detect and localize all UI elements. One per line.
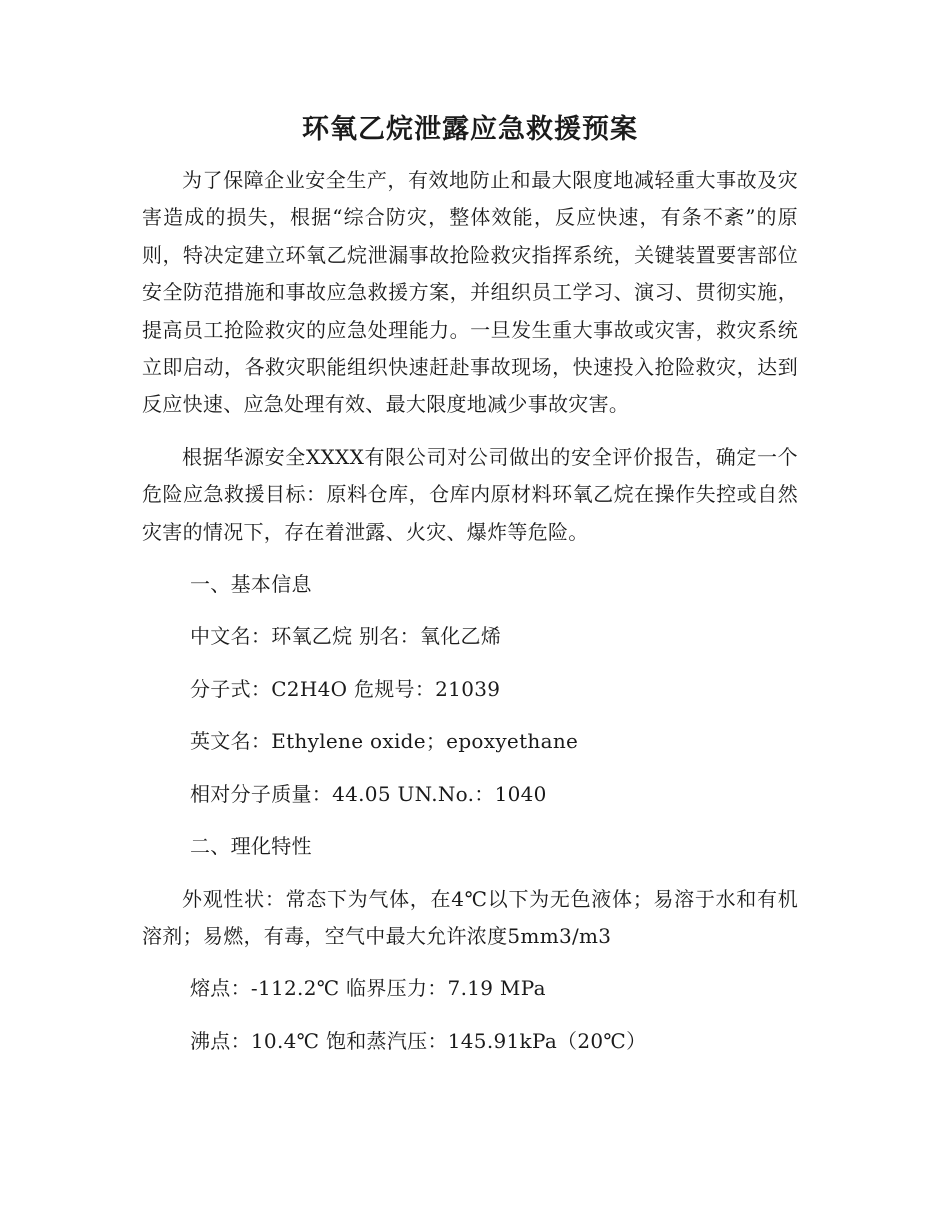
boiling-point: 沸点：10.4℃ 饱和蒸汽压：145.91kPa（20℃） [190, 1028, 647, 1053]
section-heading-properties: 二、理化特性 [190, 834, 312, 859]
assessment-paragraph: 根据华源安全XXXX有限公司对公司做出的安全评价报告，确定一个危险应急救援目标：原料仓库，仓库内原材料环氧乙烷在操作失控或自然灾害的情况下，存在着泄露、火灾、爆炸等危险。 [142, 444, 798, 544]
appearance-description: 外观性状：常态下为气体，在4℃以下为无色液体；易溶于水和有机溶剂；易燃，有毒，空气中最大允许浓度5mm3/m3 [142, 886, 798, 948]
melting-point: 熔点：-112.2℃ 临界压力：7.19 MPa [190, 976, 546, 1001]
document-title: 环氧乙烷泄露应急救援预案 [302, 114, 638, 145]
molecular-formula: 分子式：C2H4O 危规号：21039 [190, 676, 501, 701]
molecular-mass: 相对分子质量：44.05 UN.No.：1040 [190, 781, 547, 806]
intro-paragraph: 为了保障企业安全生产，有效地防止和最大限度地减轻重大事故及灾害造成的损失，根据“综合防灾，整体效能，反应快速，有条不紊”的原则，特决定建立环氧乙烷泄漏事故抢险救灾指挥系统，关键装置要害部位安全防范措施和事故应急救援方案，并组织员工学习、演习、贯彻实施，提高员工抢险救灾的应急处理能力。一旦发生重大事故或灾害，救灾系统立即启动，各救灾职能组织快速赶赴事故现场，快速投入抢险救灾，达到反应快速、应急处理有效、最大限度地减少事故灾害。 [142, 168, 798, 417]
english-name: 英文名：Ethylene oxide；epoxyethane [190, 729, 579, 754]
section-heading-basic-info: 一、基本信息 [190, 572, 312, 597]
chemical-names: 中文名：环氧乙烷 别名：氧化乙烯 [190, 624, 502, 649]
